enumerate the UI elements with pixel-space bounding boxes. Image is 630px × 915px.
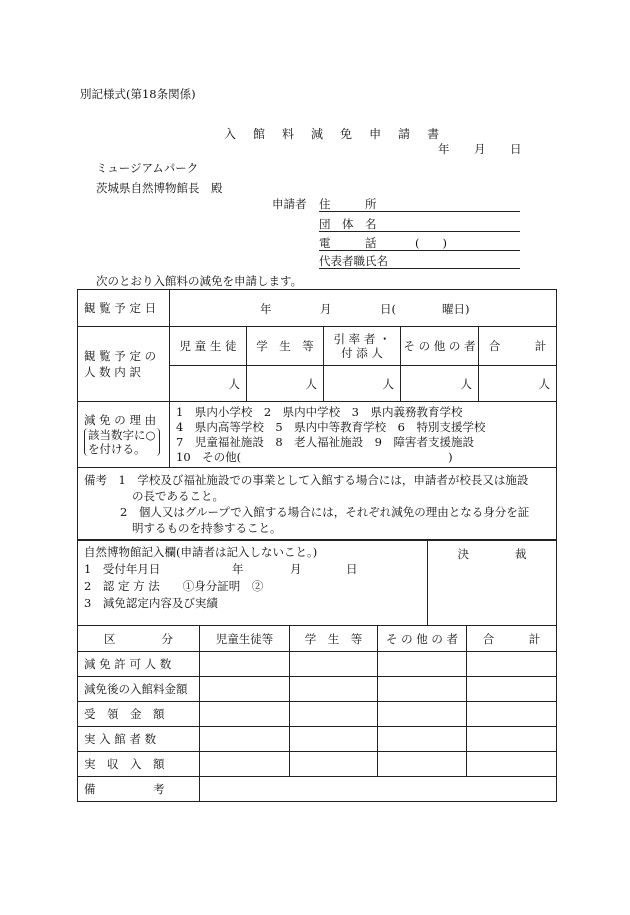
row-label: 備 考 <box>78 777 200 802</box>
table-cell[interactable] <box>290 752 378 777</box>
approval-method: 2 認 定 方 法 ①身分証明 ② <box>84 579 264 593</box>
count-header-row <box>78 327 557 366</box>
visit-date-label: 観 覧 予 定 日 <box>78 290 170 327</box>
table-cell[interactable] <box>467 652 557 677</box>
count-label-line-2: 人 数 内 訳 <box>84 365 141 379</box>
date-month: 月 <box>474 142 486 156</box>
count-students-field[interactable]: 人 <box>247 366 324 402</box>
table-cell[interactable] <box>467 702 557 727</box>
date-year: 年 <box>438 142 450 156</box>
row-label: 減 免 許 可 人 数 <box>78 652 200 677</box>
table-cell[interactable] <box>290 677 378 702</box>
row-label: 減免後の入館料金額 <box>78 677 200 702</box>
count-others-field[interactable]: 人 <box>401 366 479 402</box>
notes-line-4: 明するものを持参すること。 <box>132 521 282 535</box>
result-header-category: 区 分 <box>78 626 200 652</box>
visit-year-label: 年 <box>260 302 272 316</box>
table-cell[interactable] <box>378 752 467 777</box>
table-cell[interactable] <box>378 702 467 727</box>
notes-row <box>78 468 557 541</box>
row-label: 実 入 館 者 数 <box>78 727 200 752</box>
applicant-label: 申請者 <box>272 197 307 211</box>
addressee-line-1: ミュージアムパーク <box>96 161 199 175</box>
organization-label: 団 体 名 <box>319 217 377 231</box>
count-label-line-1: 観 覧 予 定 の <box>84 349 157 363</box>
header-children: 児 童 生 徒 <box>170 327 247 366</box>
visit-month-label: 月 <box>320 302 332 316</box>
notes-line-3: 2 個人又はグループで入館する場合には，それぞれ減免の理由となる身分を証 <box>120 505 530 519</box>
reception-year: 年 <box>232 562 244 576</box>
notes-line-1: 備考 1 学校及び福祉施設での事業として入館する場合には，申請者が校長又は施設 <box>84 473 529 487</box>
reason-label <box>78 402 170 468</box>
reception-date-line <box>84 561 421 578</box>
table-cell[interactable] <box>378 727 467 752</box>
table-cell[interactable] <box>290 702 378 727</box>
address-label: 住 所 <box>319 197 377 211</box>
table-cell[interactable] <box>200 652 290 677</box>
date-day: 日 <box>510 142 522 156</box>
header-students: 学 生 等 <box>247 327 324 366</box>
visit-weekday-label: 曜日) <box>442 302 470 316</box>
table-row <box>78 677 557 702</box>
reason-option-line[interactable]: 7 児童福祉施設 8 老人福祉施設 9 障害者支援施設 <box>176 434 474 449</box>
table-cell[interactable] <box>467 677 557 702</box>
reception-day: 日 <box>346 562 358 576</box>
visit-date-field[interactable] <box>170 290 557 327</box>
result-table <box>77 625 557 802</box>
result-header-row <box>78 626 557 652</box>
header-escort <box>324 327 401 366</box>
representative-label: 代表者職氏名 <box>319 254 388 268</box>
table-cell[interactable] <box>378 677 467 702</box>
table-cell[interactable] <box>378 652 467 677</box>
result-header-students: 学 生 等 <box>290 626 378 652</box>
reason-label-line-2: 該当数字に○ <box>88 427 156 442</box>
reason-label-line-1: 減 免 の 理 由 <box>84 412 157 427</box>
intro-text: 次のとおり入館料の減免を申請します。 <box>96 274 303 288</box>
reason-options[interactable] <box>170 402 557 468</box>
reason-option-line[interactable]: 4 県内高等学校 5 県内中等教育学校 6 特別支援学校 <box>176 419 486 434</box>
decision-label: 決 裁 <box>457 547 527 561</box>
phone-field[interactable] <box>319 235 520 251</box>
decision-cell[interactable] <box>428 540 557 626</box>
header-escort-line-2: 付 添 人 <box>341 346 383 360</box>
address-field[interactable] <box>319 196 520 212</box>
reason-option-line[interactable]: 10 その他( ) <box>176 449 453 464</box>
table-cell[interactable] <box>290 652 378 677</box>
table-cell[interactable] <box>200 752 290 777</box>
visit-day-label: 日( <box>380 302 396 316</box>
form-number-label: 別記様式(第18条関係) <box>80 87 196 101</box>
table-row <box>78 752 557 777</box>
result-header-others: そ の 他 の 者 <box>378 626 467 652</box>
museum-section-table <box>77 539 557 626</box>
reason-label-line-3: を付ける。 <box>88 441 146 456</box>
count-label <box>78 327 170 402</box>
reception-month: 月 <box>290 562 302 576</box>
table-row <box>78 702 557 727</box>
header-total: 合 計 <box>479 327 557 366</box>
approval-details-label: 3 減免認定内容及び実績 <box>84 596 218 610</box>
reason-row <box>78 402 557 468</box>
row-label: 実 収 入 額 <box>78 752 200 777</box>
addressee-line-2: 茨城県自然博物館長 殿 <box>96 181 223 195</box>
representative-field[interactable] <box>319 253 520 269</box>
organization-field[interactable] <box>319 216 520 232</box>
phone-label: 電 話 <box>319 236 377 250</box>
header-escort-line-1: 引 率 者 ・ <box>333 332 391 346</box>
notes-label: 備考 <box>84 473 107 487</box>
table-cell[interactable] <box>200 702 290 727</box>
application-table <box>77 289 557 541</box>
visit-date-row <box>78 290 557 327</box>
table-row <box>78 777 557 802</box>
museum-section-heading: 自然博物館記入欄(申請者は記入しないこと。) <box>84 545 318 559</box>
table-cell[interactable] <box>290 727 378 752</box>
table-row <box>78 652 557 677</box>
notes-line-2: の長であること。 <box>132 489 224 503</box>
header-others: そ の 他 の 者 <box>401 327 479 366</box>
remarks-cell[interactable] <box>200 777 557 802</box>
count-escort-field[interactable]: 人 <box>324 366 401 402</box>
reception-date-label: 1 受付年月日 <box>84 562 161 576</box>
table-cell[interactable] <box>467 727 557 752</box>
notes-cell <box>78 468 557 541</box>
result-header-total: 合 計 <box>467 626 557 652</box>
table-row <box>78 727 557 752</box>
table-cell[interactable] <box>200 677 290 702</box>
table-cell[interactable] <box>200 727 290 752</box>
table-cell[interactable] <box>467 752 557 777</box>
form-title: 入 館 料 減 免 申 請 書 <box>224 127 446 141</box>
reason-instruction <box>84 428 160 456</box>
count-total-field[interactable]: 人 <box>479 366 557 402</box>
result-header-children: 児童生徒等 <box>200 626 290 652</box>
row-label: 受 領 金 額 <box>78 702 200 727</box>
reason-option-line[interactable]: 1 県内小学校 2 県内中学校 3 県内義務教育学校 <box>176 404 463 419</box>
count-children-field[interactable]: 人 <box>170 366 247 402</box>
phone-paren: ( ) <box>415 236 447 250</box>
museum-entry-cell <box>78 540 428 626</box>
